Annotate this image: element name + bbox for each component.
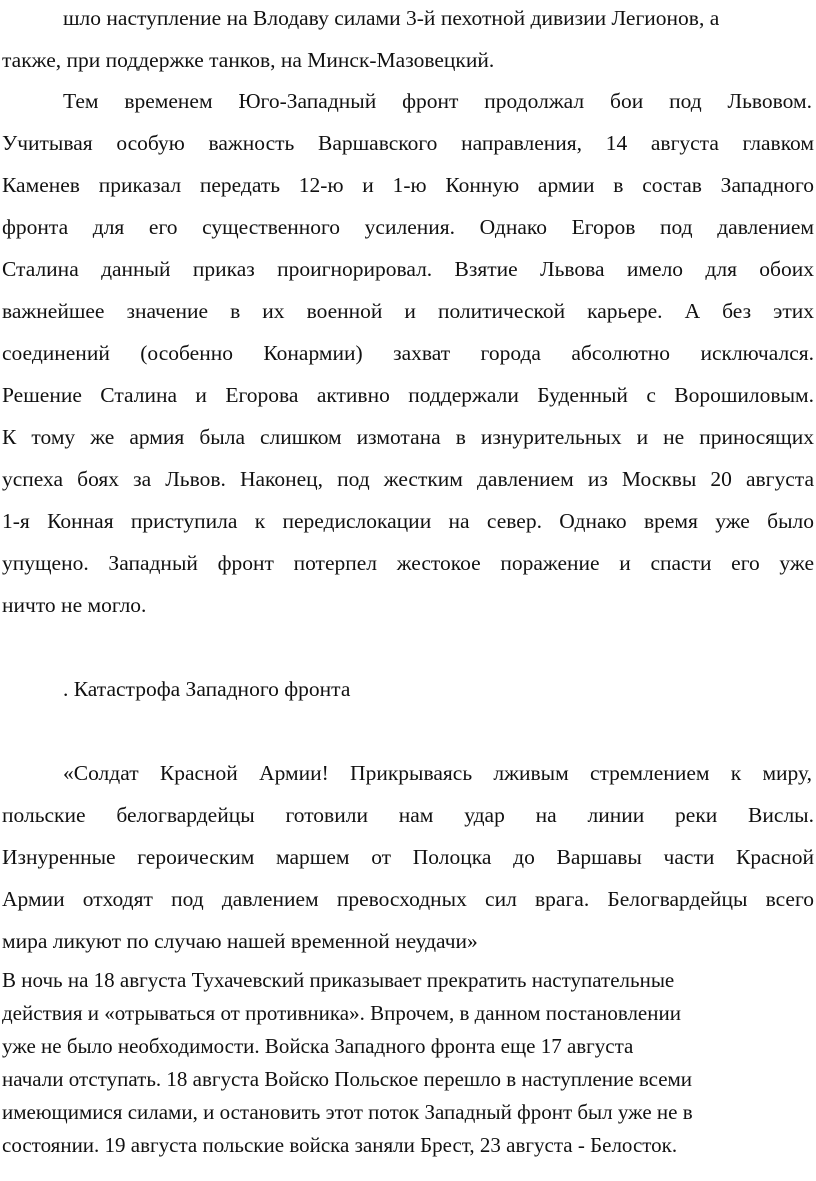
paragraph-2-line-11: 1-я Конная приступила к передислокации на север. Однако время уже было [2,509,814,533]
paragraph-4-line-6: состоянии. 19 августа польские войска заняли Брест, 23 августа - Белосток. [2,1133,678,1157]
quote-line-4: Армии отходят под давлением превосходных сил врага. Белогвардейцы всего [2,887,814,911]
paragraph-2-line-6: важнейшее значение в их военной и политической карьере. А без этих [2,299,814,323]
paragraph-4-line-1: В ночь на 18 августа Тухачевский приказывает прекратить наступательные [2,968,675,992]
paragraph-2-line-10: успеха боях за Львов. Наконец, под жестким давлением из Москвы 20 августа [2,467,814,491]
paragraph-4-line-4: начали отступать. 18 августа Войско Польское перешло в наступление всеми [2,1067,693,1091]
paragraph-2-line-2: Учитывая особую важность Варшавского направления, 14 августа главком [2,131,814,155]
paragraph-2-line-1: Тем временем Юго-Западный фронт продолжал бои под Львовом. [63,89,812,113]
paragraph-4-line-2: действия и «отрываться от противника». Впрочем, в данном постановлении [2,1001,681,1025]
paragraph-2-line-7: соединений (особенно Конармии) захват города абсолютно исключался. [2,341,814,365]
paragraph-2-line-5: Сталина данный приказ проигнорировал. Взятие Львова имело для обоих [2,257,814,281]
quote-line-1: «Солдат Красной Армии! Прикрываясь лживым стремлением к миру, [63,761,812,785]
paragraph-2-line-9: К тому же армия была слишком измотана в изнурительных и не приносящих [2,425,814,449]
paragraph-1-line-1: шло наступление на Влодаву силами 3-й пехотной дивизии Легионов, а [63,6,720,30]
quote-line-5: мира ликуют по случаю нашей временной неудачи» [2,929,478,953]
quote-line-3: Изнуренные героическим маршем от Полоцка до Варшавы части Красной [2,845,814,869]
paragraph-4-line-5: имеющимися силами, и остановить этот поток Западный фронт был уже не в [2,1100,693,1124]
paragraph-2-line-3: Каменев приказал передать 12-ю и 1-ю Конную армии в состав Западного [2,173,814,197]
paragraph-1-line-2: также, при поддержке танков, на Минск-Мазовецкий. [2,48,495,72]
paragraph-2-line-12: упущено. Западный фронт потерпел жестокое поражение и спасти его уже [2,551,814,575]
paragraph-2-line-4: фронта для его существенного усиления. Однако Егоров под давлением [2,215,814,239]
quote-line-2: польские белогвардейцы готовили нам удар на линии реки Вислы. [2,803,814,827]
paragraph-2-line-8: Решение Сталина и Егорова активно поддержали Буденный с Ворошиловым. [2,383,814,407]
paragraph-2-line-13: ничто не могло. [2,593,147,617]
paragraph-4-line-3: уже не было необходимости. Войска Западного фронта еще 17 августа [2,1034,634,1058]
section-heading: . Катастрофа Западного фронта [63,677,351,701]
